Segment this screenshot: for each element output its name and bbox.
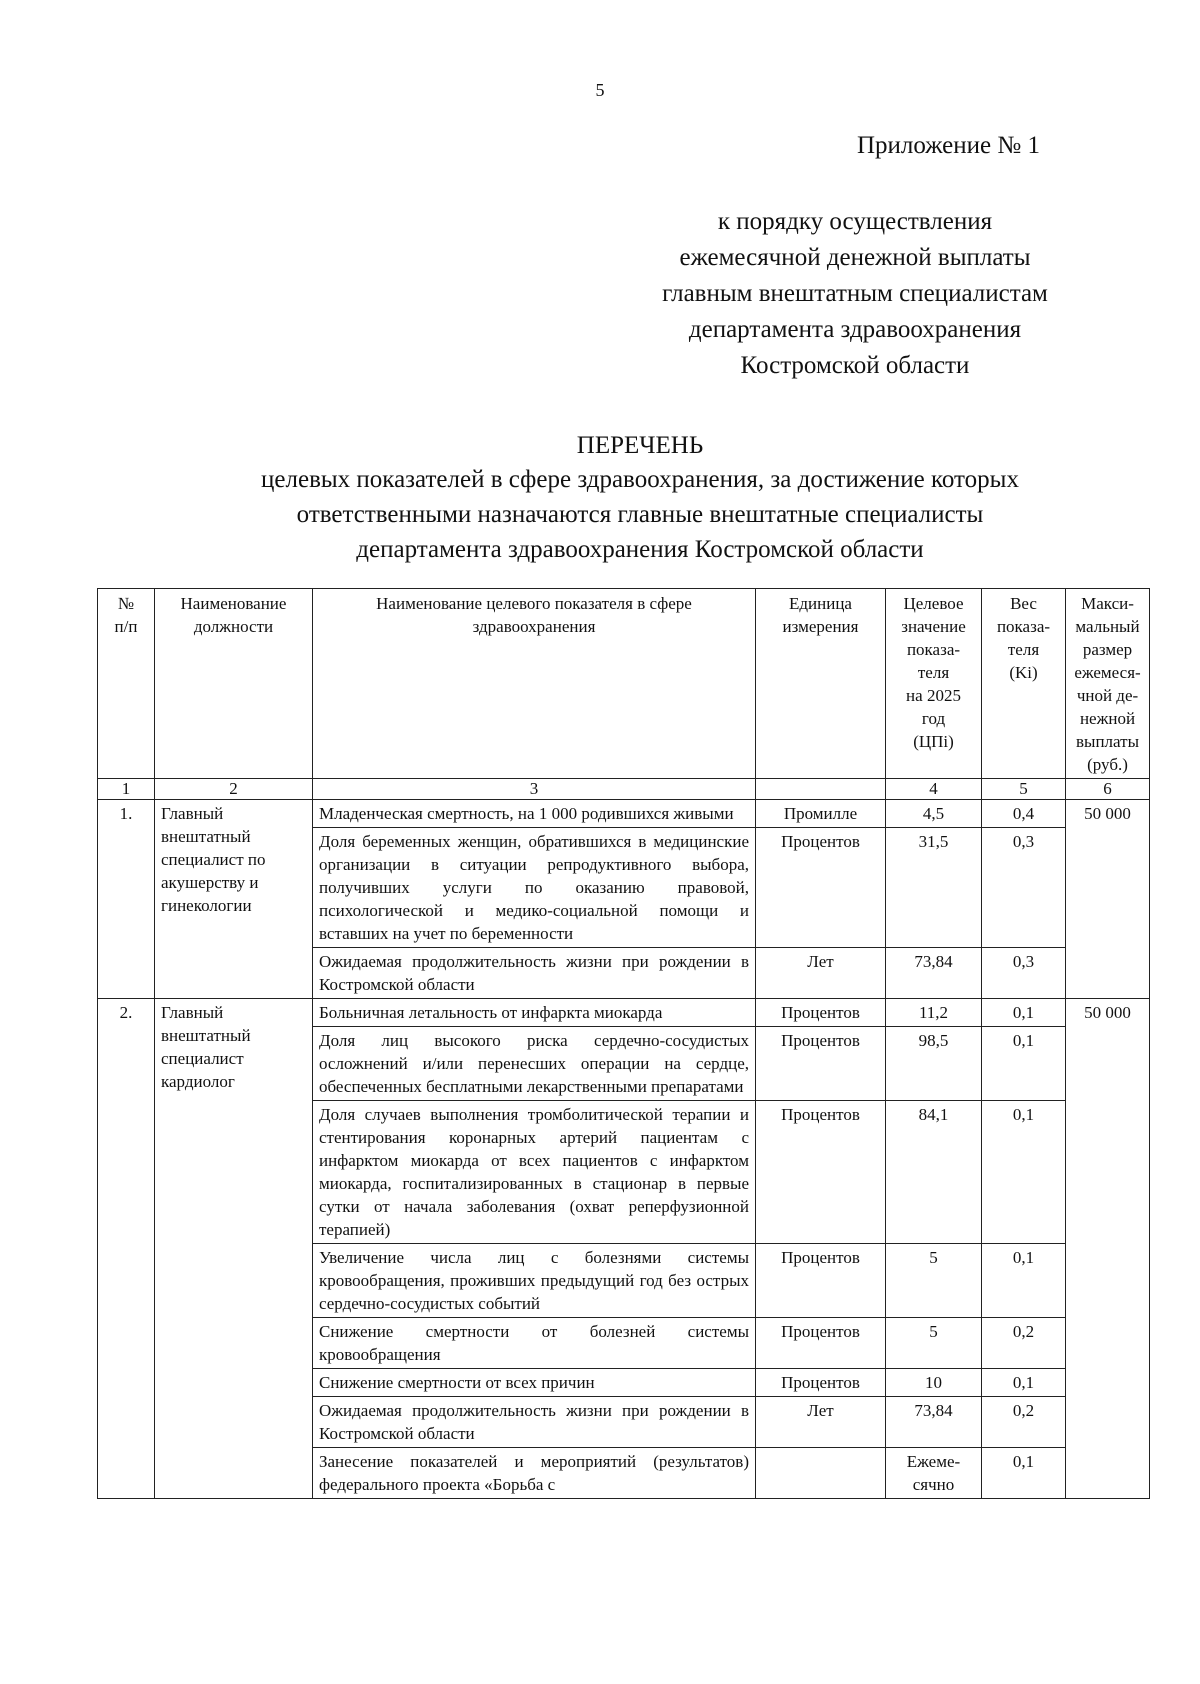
unit: Промилле <box>756 800 886 828</box>
target-value: 84,1 <box>886 1101 982 1244</box>
indicator-name: Доля беременных женщин, обратившихся в медицинские организации в ситуации репродуктивного выбора, получивших услуги по оказанию правовой, психологической и медико-социальной помощи и вставших на учет по беременности <box>313 828 756 948</box>
target-value: 98,5 <box>886 1027 982 1101</box>
position-name: Главный внештатный специалист по акушерству и гинекологии <box>155 800 313 999</box>
weight-value: 0,1 <box>982 1369 1066 1397</box>
weight-value: 0,1 <box>982 1027 1066 1101</box>
unit: Лет <box>756 1397 886 1448</box>
weight-value: 0,1 <box>982 1101 1066 1244</box>
indicator-name: Младенческая смертность, на 1 000 родившихся живыми <box>313 800 756 828</box>
target-value: 11,2 <box>886 999 982 1027</box>
weight-value: 0,4 <box>982 800 1066 828</box>
target-value: 5 <box>886 1244 982 1318</box>
column-number: 5 <box>982 779 1066 800</box>
target-value: 5 <box>886 1318 982 1369</box>
unit: Процентов <box>756 1101 886 1244</box>
subtitle-line: ответственными назначаются главные внештатные специалисты <box>296 501 984 528</box>
unit: Процентов <box>756 1027 886 1101</box>
weight-value: 0,3 <box>982 948 1066 999</box>
table-row <box>98 999 1150 1027</box>
target-value: Ежеме-сячно <box>886 1448 982 1499</box>
unit: Процентов <box>756 1369 886 1397</box>
appendix-reference <box>610 204 1100 384</box>
weight-value: 0,1 <box>982 1448 1066 1499</box>
weight-value: 0,1 <box>982 1244 1066 1318</box>
weight-value: 0,2 <box>982 1318 1066 1369</box>
appendix-line: к порядку осуществления <box>717 208 993 235</box>
target-value: 10 <box>886 1369 982 1397</box>
weight-value: 0,1 <box>982 999 1066 1027</box>
appendix-line: департамента здравоохранения <box>688 316 1022 343</box>
unit: Процентов <box>756 1244 886 1318</box>
appendix-title: Приложение № 1 <box>856 132 1040 159</box>
unit <box>756 1448 886 1499</box>
indicators-table <box>97 588 1150 1499</box>
column-number: 3 <box>313 779 756 800</box>
target-value: 4,5 <box>886 800 982 828</box>
weight-value: 0,3 <box>982 828 1066 948</box>
header-unit: Единица измерения <box>756 589 886 779</box>
unit: Процентов <box>756 1318 886 1369</box>
table-row <box>98 800 1150 828</box>
indicator-name: Ожидаемая продолжительность жизни при рождении в Костромской области <box>313 1397 756 1448</box>
row-number: 2. <box>98 999 155 1499</box>
indicator-name: Ожидаемая продолжительность жизни при рождении в Костромской области <box>313 948 756 999</box>
indicator-name: Больничная летальность от инфаркта миокарда <box>313 999 756 1027</box>
header-num: № п/п <box>98 589 155 779</box>
column-number: 2 <box>155 779 313 800</box>
subtitle-line: целевых показателей в сфере здравоохранения, за достижение которых <box>261 466 1019 493</box>
subtitle-line: департамента здравоохранения Костромской области <box>356 536 924 563</box>
column-number: 1 <box>98 779 155 800</box>
max-payment: 50 000 <box>1066 800 1150 999</box>
indicator-name: Доля лиц высокого риска сердечно-сосудистых осложнений и/или перенесших операции на сердце, обеспеченных бесплатными лекарственными препаратами <box>313 1027 756 1101</box>
target-value: 73,84 <box>886 948 982 999</box>
header-weight: Вес показа- теля (Ki) <box>982 589 1066 779</box>
indicator-name: Доля случаев выполнения тромболитической терапии и стентирования коронарных артерий пациентам с инфарктом миокарда от всех пациентов с инфарктом миокарда, госпитализированных в стационар в первые сутки от начала заболевания (охват реперфузионной терапией) <box>313 1101 756 1244</box>
appendix-line: главным внештатным специалистам <box>662 280 1048 307</box>
max-payment: 50 000 <box>1066 999 1150 1499</box>
header-target: Целевое значение показа- теля на 2025 год (ЦПi) <box>886 589 982 779</box>
column-number: 6 <box>1066 779 1150 800</box>
table-header-row <box>98 589 1150 779</box>
unit: Процентов <box>756 828 886 948</box>
unit: Лет <box>756 948 886 999</box>
indicator-name: Снижение смертности от болезней системы кровообращения <box>313 1318 756 1369</box>
column-numbers-row <box>98 779 1150 800</box>
column-number: 4 <box>886 779 982 800</box>
header-position: Наименование должности <box>155 589 313 779</box>
appendix-line: ежемесячной денежной выплаты <box>679 244 1031 271</box>
header-indicator: Наименование целевого показателя в сфере здравоохранения <box>313 589 756 779</box>
weight-value: 0,2 <box>982 1397 1066 1448</box>
page-number: 5 <box>595 80 605 100</box>
target-value: 73,84 <box>886 1397 982 1448</box>
row-number: 1. <box>98 800 155 999</box>
document-title: ПЕРЕЧЕНЬ <box>576 432 704 459</box>
unit: Процентов <box>756 999 886 1027</box>
indicator-name: Занесение показателей и мероприятий (результатов) федерального проекта «Борьба с <box>313 1448 756 1499</box>
target-value: 31,5 <box>886 828 982 948</box>
column-number <box>756 779 886 800</box>
header-max-payment: Макси- мальный размер ежемеся- чной де- нежной выплаты (руб.) <box>1066 589 1150 779</box>
appendix-line: Костромской области <box>740 352 970 379</box>
indicator-name: Увеличение числа лиц с болезнями системы кровообращения, проживших предыдущий год без острых сердечно-сосудистых событий <box>313 1244 756 1318</box>
document-subtitle <box>120 462 1160 567</box>
position-name: Главный внештатный специалист кардиолог <box>155 999 313 1499</box>
indicator-name: Снижение смертности от всех причин <box>313 1369 756 1397</box>
